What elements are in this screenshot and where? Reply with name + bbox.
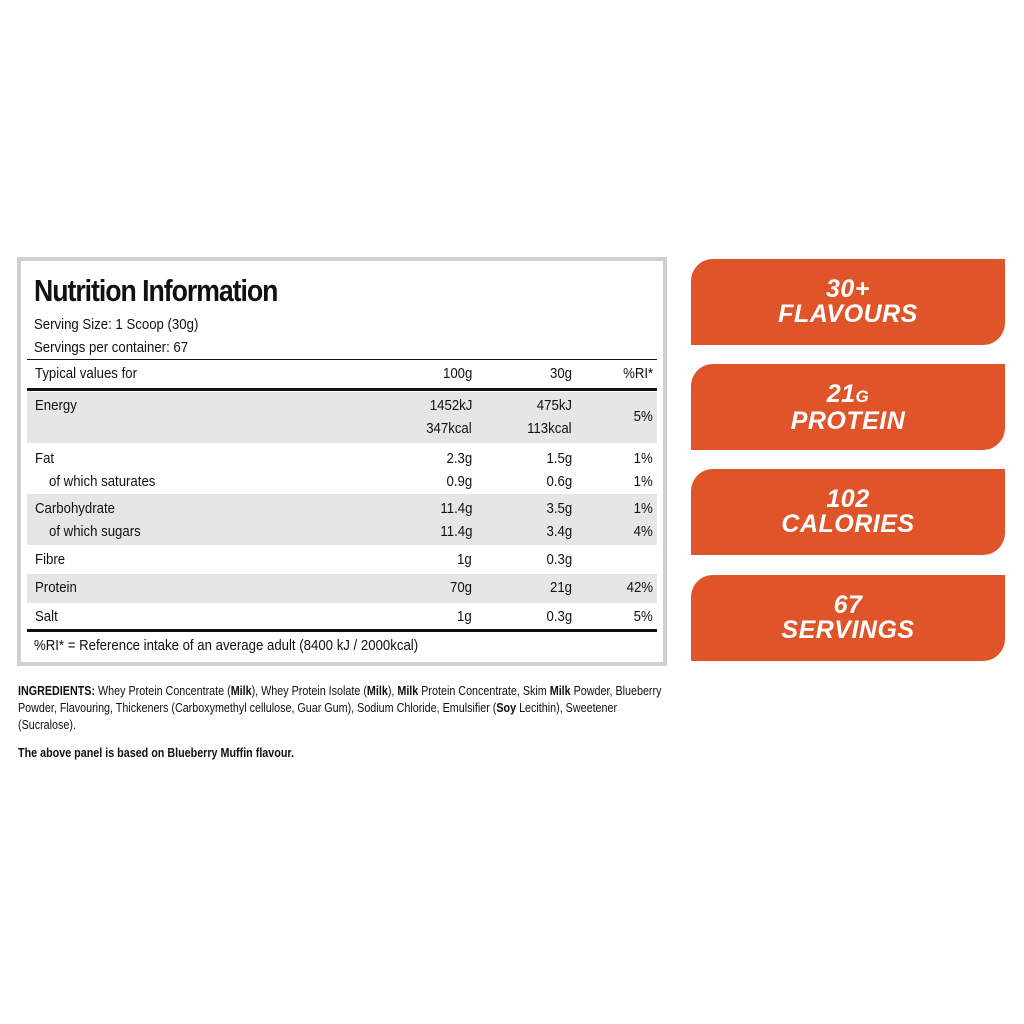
servings-per-container: Servings per container: 67: [34, 339, 189, 356]
row-label: of which sugars: [49, 523, 141, 540]
value-ri: 5%: [633, 408, 653, 425]
value-30g: 0.3g: [546, 551, 572, 568]
table-row: [27, 603, 657, 630]
value-ri: 1%: [633, 473, 653, 490]
row-label: Protein: [35, 579, 77, 596]
row-label: Carbohydrate: [35, 500, 115, 517]
badge-label: FLAVOURS: [778, 300, 918, 328]
divider: [27, 359, 657, 360]
row-label: of which saturates: [49, 473, 156, 490]
allergen: Milk: [230, 684, 252, 698]
badge-protein: [691, 364, 1005, 450]
value-ri: 1%: [633, 450, 653, 467]
value-30g: 0.3g: [546, 608, 572, 625]
value-100g: 2.3g: [446, 450, 472, 467]
badge-unit: G: [855, 387, 870, 406]
badge-flavours: [691, 259, 1005, 345]
footnote: %RI* = Reference intake of an average adult (8400 kJ / 2000kcal): [34, 637, 419, 654]
row-label: Salt: [35, 608, 58, 625]
nutrition-title: Nutrition Information: [34, 273, 278, 308]
ingredient-text: Whey Protein Concentrate (: [95, 684, 231, 698]
value-100g: 0.9g: [446, 473, 472, 490]
value-30g: 475kJ: [536, 397, 572, 414]
badge-value: 21: [826, 380, 856, 408]
badge-value: 102: [826, 485, 870, 513]
nutrition-panel: [17, 257, 667, 666]
ingredient-text: ), Whey Protein Isolate (: [251, 684, 367, 698]
badge-calories: [691, 469, 1005, 555]
value-ri: 42%: [626, 579, 653, 596]
value-100g: 1g: [457, 551, 472, 568]
row-label: Fibre: [35, 551, 66, 568]
value-ri: 5%: [633, 608, 653, 625]
badge-label: CALORIES: [781, 510, 915, 538]
ingredient-text: ),: [387, 684, 398, 698]
value-ri: 4%: [633, 523, 653, 540]
value-100g: 347kcal: [426, 420, 472, 437]
allergen: Soy: [496, 701, 517, 715]
row-label: Energy: [35, 397, 77, 414]
allergen: Milk: [397, 684, 419, 698]
table-row: [27, 574, 657, 603]
value-30g: 21g: [549, 579, 572, 596]
badge-servings: [691, 575, 1005, 661]
allergen: Milk: [366, 684, 388, 698]
ingredient-text: Powder, Blueberry Powder, Flavouring, Thickeners (Carboxymethyl cellulose, Guar Gum), Sodium Chloride, Emulsifier (: [18, 684, 662, 715]
table-row: [27, 546, 657, 574]
allergen: Milk: [549, 684, 571, 698]
table-row: [27, 494, 657, 545]
table-row: [27, 445, 657, 493]
header-ri: %RI*: [622, 365, 653, 382]
ingredient-text: Lecithin), Sweetener (Sucralose).: [18, 701, 618, 732]
badge-value: 67: [833, 591, 863, 619]
table-header: [27, 365, 657, 387]
value-100g: 11.4g: [439, 500, 472, 517]
table-row: [27, 392, 657, 443]
value-100g: 11.4g: [439, 523, 472, 540]
ingredients-text: [18, 683, 672, 734]
divider: [27, 629, 657, 632]
value-ri: 1%: [633, 500, 653, 517]
value-30g: 3.4g: [546, 523, 572, 540]
value-30g: 3.5g: [546, 500, 572, 517]
value-30g: 0.6g: [546, 473, 572, 490]
value-100g: 70g: [449, 579, 472, 596]
value-30g: 113kcal: [527, 420, 572, 437]
header-label: Typical values for: [35, 365, 137, 382]
divider: [27, 388, 657, 391]
ingredients-label: INGREDIENTS:: [18, 684, 96, 698]
flavour-note: The above panel is based on Blueberry Muffin flavour.: [18, 746, 294, 760]
badge-label: PROTEIN: [790, 407, 906, 435]
value-100g: 1g: [457, 608, 472, 625]
header-100g: 100g: [442, 365, 472, 382]
ingredient-text: Protein Concentrate, Skim: [418, 684, 550, 698]
serving-size: Serving Size: 1 Scoop (30g): [34, 316, 199, 333]
value-30g: 1.5g: [546, 450, 572, 467]
badge-value: 30+: [826, 275, 870, 303]
row-label: Fat: [35, 450, 55, 467]
value-100g: 1452kJ: [429, 397, 472, 414]
header-30g: 30g: [549, 365, 572, 382]
badge-label: SERVINGS: [781, 616, 915, 644]
